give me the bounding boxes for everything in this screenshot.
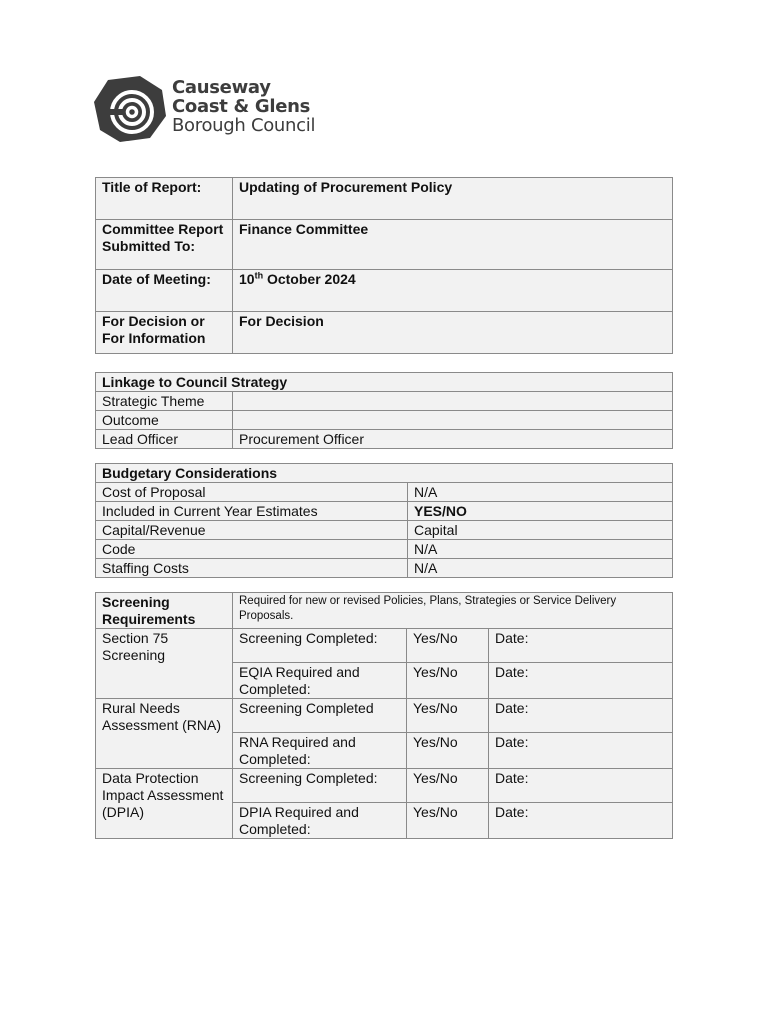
budget-row-value: N/A: [408, 483, 673, 502]
screening-group-label: Rural Needs Assessment (RNA): [96, 699, 233, 769]
budget-row-value: N/A: [408, 540, 673, 559]
screening-item: DPIA Required and Completed:: [233, 803, 407, 839]
decision-value: For Decision: [233, 312, 673, 354]
screening-yesno: Yes/No: [407, 699, 489, 733]
screening-heading: Screening Requirements: [96, 593, 233, 629]
budget-row-value: Capital: [408, 521, 673, 540]
budget-row-label: Capital/Revenue: [96, 521, 408, 540]
screening-table: [95, 592, 673, 839]
date-suffix: th: [254, 270, 264, 281]
date-day: 10: [239, 271, 255, 287]
screening-yesno: Yes/No: [407, 663, 489, 699]
screening-yesno: Yes/No: [407, 629, 489, 663]
linkage-row-label: Strategic Theme: [96, 392, 233, 411]
linkage-table: [95, 372, 673, 449]
logo-line-3: Borough Council: [172, 115, 316, 136]
budget-row-value: N/A: [408, 559, 673, 578]
budget-table: [95, 463, 673, 578]
screening-date: Date:: [489, 733, 673, 769]
screening-item: Screening Completed:: [233, 629, 407, 663]
logo-line-2: Coast & Glens: [172, 96, 311, 117]
linkage-heading: Linkage to Council Strategy: [96, 373, 673, 392]
screening-note: Required for new or revised Policies, Plans, Strategies or Service Delivery Proposals.: [233, 593, 673, 629]
budget-row-label: Cost of Proposal: [96, 483, 408, 502]
committee-value: Finance Committee: [233, 220, 673, 270]
linkage-row-label: Lead Officer: [96, 430, 233, 449]
linkage-row-value: [233, 411, 673, 430]
screening-group-label: Data Protection Impact Assessment (DPIA): [96, 769, 233, 839]
screening-item: Screening Completed: [233, 699, 407, 733]
linkage-row-value: Procurement Officer: [233, 430, 673, 449]
screening-date: Date:: [489, 769, 673, 803]
screening-date: Date:: [489, 699, 673, 733]
date-label: Date of Meeting:: [96, 270, 233, 312]
committee-label: Committee Report Submitted To:: [96, 220, 233, 270]
linkage-row-value: [233, 392, 673, 411]
title-label: Title of Report:: [96, 178, 233, 220]
screening-group-label: Section 75 Screening: [96, 629, 233, 699]
screening-yesno: Yes/No: [407, 733, 489, 769]
screening-yesno: Yes/No: [407, 803, 489, 839]
budget-row-label: Included in Current Year Estimates: [96, 502, 408, 521]
budget-heading: Budgetary Considerations: [96, 464, 673, 483]
logo-wordmark: [172, 78, 315, 135]
screening-item: Screening Completed:: [233, 769, 407, 803]
screening-date: Date:: [489, 663, 673, 699]
report-info-table: [95, 177, 673, 354]
council-logo: [94, 76, 334, 146]
title-value: Updating of Procurement Policy: [233, 178, 673, 220]
budget-row-label: Code: [96, 540, 408, 559]
screening-item: EQIA Required and Completed:: [233, 663, 407, 699]
screening-item: RNA Required and Completed:: [233, 733, 407, 769]
linkage-row-label: Outcome: [96, 411, 233, 430]
budget-row-value: YES/NO: [408, 502, 673, 521]
screening-date: Date:: [489, 629, 673, 663]
budget-row-label: Staffing Costs: [96, 559, 408, 578]
spiral-logo-icon: [94, 76, 166, 142]
logo-line-1: Causeway: [172, 77, 271, 98]
screening-date: Date:: [489, 803, 673, 839]
date-value: [233, 270, 673, 312]
decision-label: For Decision or For Information: [96, 312, 233, 354]
date-rest: October 2024: [263, 271, 356, 287]
screening-yesno: Yes/No: [407, 769, 489, 803]
